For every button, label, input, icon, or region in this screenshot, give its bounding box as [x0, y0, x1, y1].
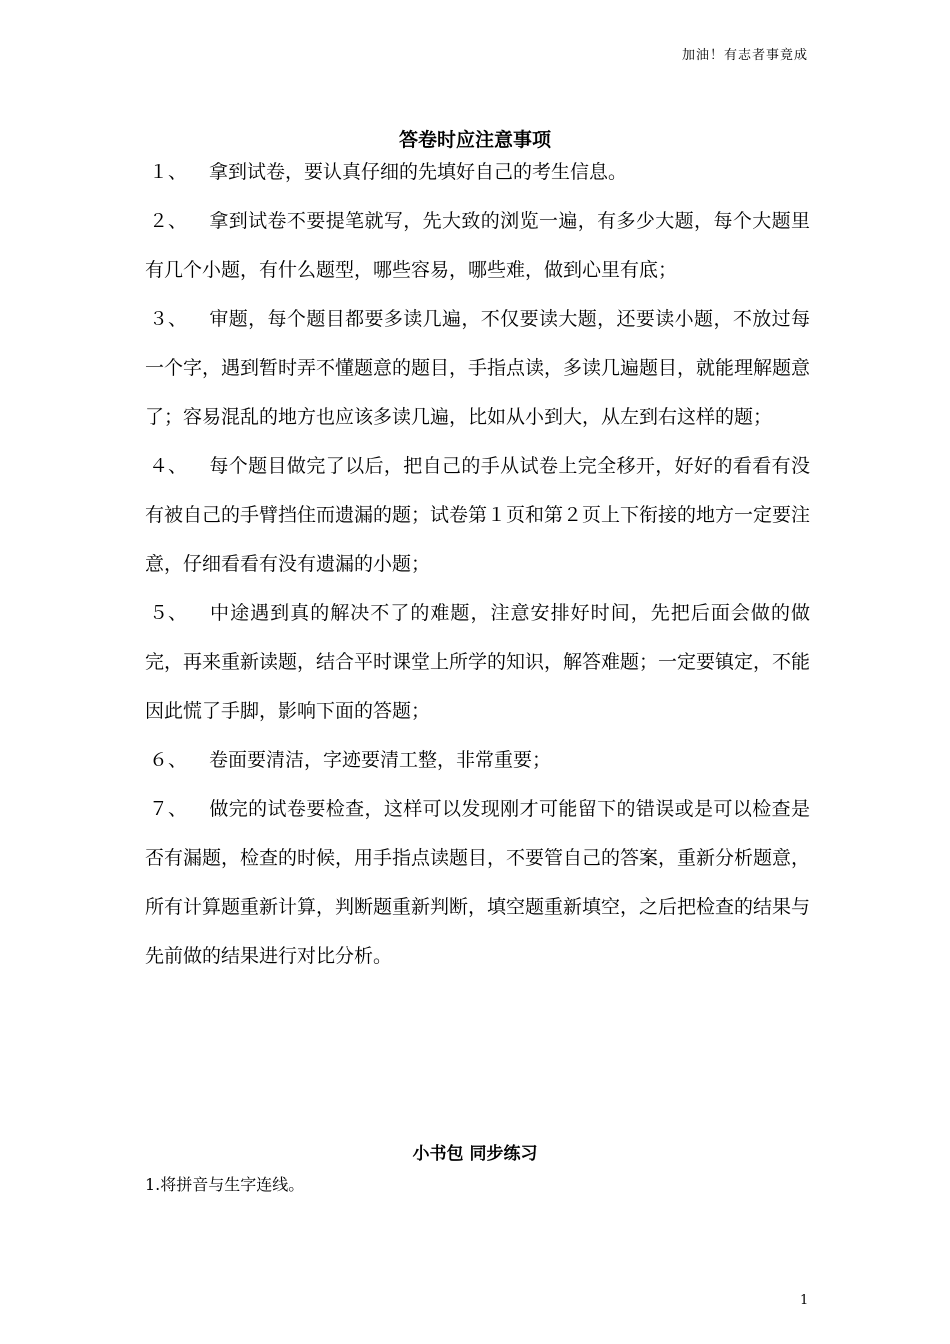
list-item	[145, 148, 810, 197]
item-number: ４、	[149, 455, 188, 477]
page-number: 1	[800, 1293, 809, 1308]
item-text: 拿到试卷，要认真仔细的先填好自己的考生信息。	[209, 161, 628, 183]
list-item	[145, 736, 810, 785]
section-title: 小书包 同步练习	[412, 1144, 538, 1164]
item-text: 审题，每个题目都要多读几遍，不仅要读大题，还要读小题，不放过每一个字，遇到暂时弄不懂题意的题目，手指点读，多读几遍题目，就能理解题意了；容易混乱的地方也应该多读几遍，比如从小到大，从左到右这样的题；	[145, 308, 811, 428]
item-text: 卷面要清洁，字迹要清工整，非常重要；	[209, 749, 552, 771]
item-number: １、	[149, 161, 188, 183]
item-number: ２、	[149, 210, 188, 232]
exercise-question: 1.将拼音与生字连线。	[145, 1175, 305, 1194]
page-title: 答卷时应注意事项	[398, 129, 551, 151]
item-text: 每个题目做完了以后，把自己的手从试卷上完全移开，好好的看看有没有被自己的手臂挡住而遗漏的题；试卷第１页和第２页上下衔接的地方一定要注意，仔细看看有没有遗漏的小题；	[145, 455, 811, 575]
list-item	[145, 785, 810, 981]
item-text: 中途遇到真的解决不了的难题，注意安排好时间，先把后面会做的做完，再来重新读题，结合平时课堂上所学的知识，解答难题；一定要镇定，不能因此慌了手脚，影响下面的答题；	[145, 602, 811, 722]
item-text: 拿到试卷不要提笔就写，先大致的浏览一遍，有多少大题，每个大题里有几个小题，有什么题型，哪些容易，哪些难，做到心里有底；	[145, 210, 810, 281]
item-number: ３、	[149, 308, 188, 330]
notes-list	[145, 148, 810, 981]
item-number: ７、	[149, 798, 188, 820]
list-item	[145, 442, 810, 589]
header-motto: 加油！有志者事竟成	[681, 48, 808, 63]
item-number: ６、	[149, 749, 188, 771]
list-item	[145, 295, 810, 442]
list-item	[145, 197, 810, 295]
list-item	[145, 589, 810, 736]
item-number: ５、	[149, 602, 188, 624]
item-text: 做完的试卷要检查，这样可以发现刚才可能留下的错误或是可以检查是否有漏题，检查的时候，用手指点读题目，不要管自己的答案，重新分析题意，所有计算题重新计算，判断题重新判断，填空题重新填空，之后把检查的结果与先前做的结果进行对比分析。	[145, 798, 811, 967]
